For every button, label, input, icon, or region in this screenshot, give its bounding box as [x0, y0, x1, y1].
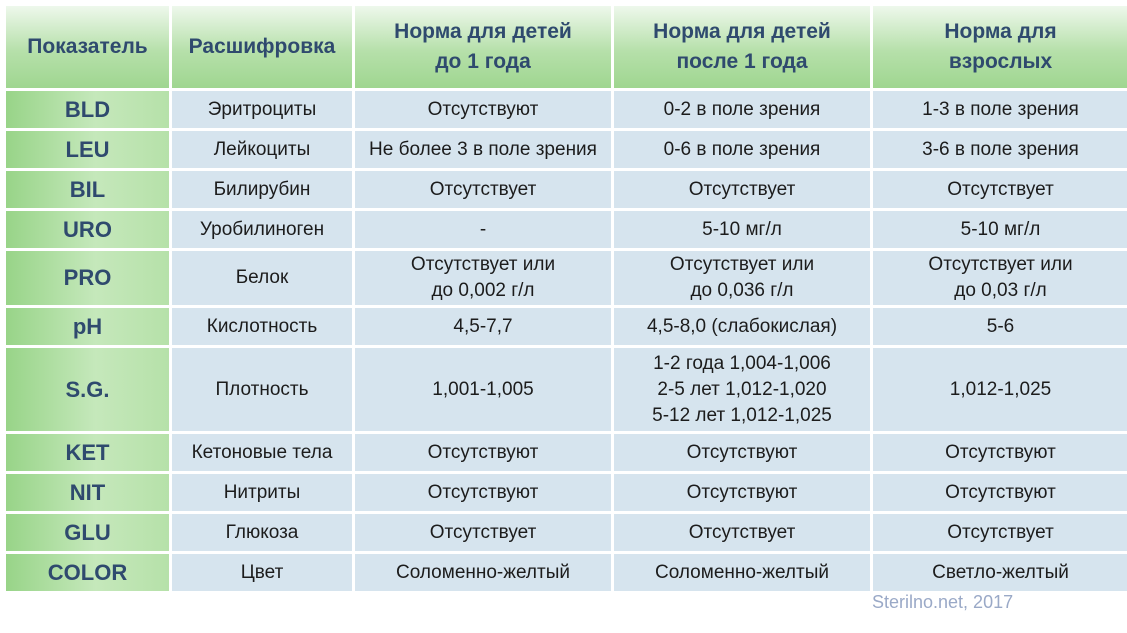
row-name: Уробилиноген [172, 211, 352, 248]
row-name: Цвет [172, 554, 352, 591]
row-child: Отсутствуют [614, 434, 870, 471]
row-name: Билирубин [172, 171, 352, 208]
row-adult: 3-6 в поле зрения [873, 131, 1127, 168]
row-adult: 1-3 в поле зрения [873, 91, 1127, 128]
watermark-credit: Sterilno.net, 2017 [872, 592, 1014, 612]
row-child: Отсутствует [614, 171, 870, 208]
header-child-norm: Норма для детей после 1 года [614, 6, 870, 88]
row-name: Кислотность [172, 308, 352, 345]
row-code: GLU [6, 514, 169, 551]
row-code: COLOR [6, 554, 169, 591]
row-adult: Отсутствуют [873, 434, 1127, 471]
row-infant: Отсутствуют [355, 474, 611, 511]
row-name: Белок [172, 251, 352, 305]
row-infant: Отсутствует или до 0,002 г/л [355, 251, 611, 305]
row-child: Отсутствует или до 0,036 г/л [614, 251, 870, 305]
row-code: PRO [6, 251, 169, 305]
row-child: 4,5-8,0 (слабокислая) [614, 308, 870, 345]
row-code: LEU [6, 131, 169, 168]
row-infant: Не более 3 в поле зрения [355, 131, 611, 168]
row-name: Нитриты [172, 474, 352, 511]
row-name: Глюкоза [172, 514, 352, 551]
row-code: BIL [6, 171, 169, 208]
row-infant: Отсутствует [355, 171, 611, 208]
row-adult: Отсутствует или до 0,03 г/л [873, 251, 1127, 305]
header-infant-norm: Норма для детей до 1 года [355, 6, 611, 88]
row-infant: Отсутствуют [355, 91, 611, 128]
row-adult: Светло-желтый [873, 554, 1127, 591]
row-name: Кетоновые тела [172, 434, 352, 471]
header-decoding: Расшифровка [172, 6, 352, 88]
row-name: Лейкоциты [172, 131, 352, 168]
urinalysis-table [6, 6, 1126, 591]
row-child: 1-2 года 1,004-1,006 2-5 лет 1,012-1,020 5-12 лет 1,012-1,025 [614, 348, 870, 431]
row-adult: Отсутствует [873, 514, 1127, 551]
row-code: BLD [6, 91, 169, 128]
row-infant: Отсутствует [355, 514, 611, 551]
row-code: URO [6, 211, 169, 248]
row-adult: 1,012-1,025 [873, 348, 1127, 431]
row-adult: 5-10 мг/л [873, 211, 1127, 248]
row-adult: Отсутствует [873, 171, 1127, 208]
row-infant: - [355, 211, 611, 248]
row-child: Соломенно-желтый [614, 554, 870, 591]
row-infant: Отсутствуют [355, 434, 611, 471]
row-name: Плотность [172, 348, 352, 431]
row-name: Эритроциты [172, 91, 352, 128]
row-infant: 1,001-1,005 [355, 348, 611, 431]
row-adult: Отсутствуют [873, 474, 1127, 511]
header-indicator: Показатель [6, 6, 169, 88]
row-child: Отсутствуют [614, 474, 870, 511]
row-adult: 5-6 [873, 308, 1127, 345]
row-child: 0-6 в поле зрения [614, 131, 870, 168]
header-adult-norm: Норма для взрослых [873, 6, 1127, 88]
row-code: KET [6, 434, 169, 471]
row-infant: Соломенно-желтый [355, 554, 611, 591]
row-child: 0-2 в поле зрения [614, 91, 870, 128]
row-child: 5-10 мг/л [614, 211, 870, 248]
row-code: NIT [6, 474, 169, 511]
row-code: S.G. [6, 348, 169, 431]
row-infant: 4,5-7,7 [355, 308, 611, 345]
row-code: pH [6, 308, 169, 345]
row-child: Отсутствует [614, 514, 870, 551]
